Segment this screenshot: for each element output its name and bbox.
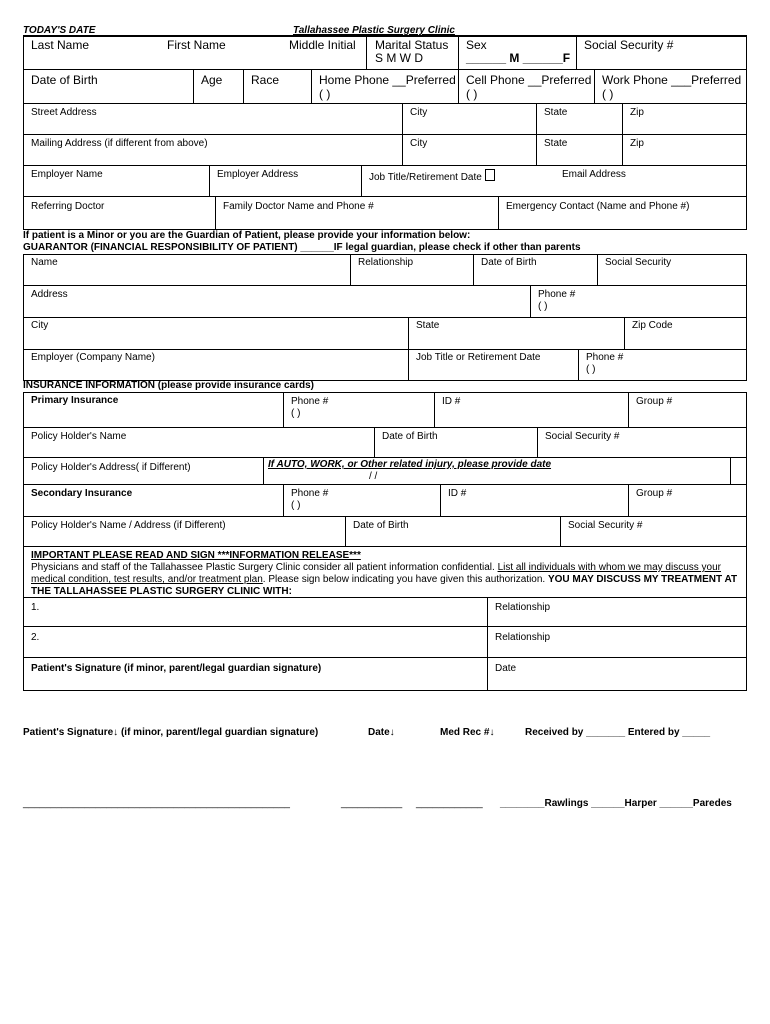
first-name-field[interactable]: First Name [167, 38, 226, 52]
cell-phone-field[interactable]: Cell Phone __Preferred [466, 73, 592, 87]
work-phone-field[interactable]: Work Phone ___Preferred [602, 73, 742, 87]
primary-id-field[interactable]: ID # [442, 396, 461, 407]
street-address-field[interactable]: Street Address [31, 107, 97, 118]
emergency-contact-field[interactable]: Emergency Contact (Name and Phone #) [506, 201, 690, 212]
guarantor-address-row [23, 285, 747, 318]
middle-initial-field[interactable]: Middle Initial [289, 38, 356, 52]
sex-label: Sex [466, 38, 487, 52]
primary-insurance-field[interactable]: Primary Insurance [31, 395, 119, 406]
referring-doctor-field[interactable]: Referring Doctor [31, 201, 105, 212]
guarantor-heading: GUARANTOR (FINANCIAL RESPONSIBILITY OF PATIENT) ______IF legal guardian, please check if other than parents [23, 242, 581, 253]
footer-med-rec-line[interactable]: ____________ [416, 798, 483, 809]
guarantor-address-field[interactable]: Address [31, 289, 68, 300]
policy-holder2-dob-field[interactable]: Date of Birth [353, 520, 409, 531]
policy-holder-ssn-field[interactable]: Social Security # [545, 431, 620, 442]
zip-field[interactable]: Zip [630, 107, 644, 118]
mailing-address-field[interactable]: Mailing Address (if different from above) [31, 138, 208, 149]
footer-date-line[interactable]: ___________ [341, 798, 403, 809]
marital-status-options[interactable]: S M W D [375, 51, 423, 65]
secondary-group-field[interactable]: Group # [636, 488, 673, 499]
guarantor-dob-field[interactable]: Date of Birth [481, 257, 537, 268]
footer-received-entered[interactable]: Received by _______ Entered by _____ [525, 727, 711, 738]
policy-holder-name-field[interactable]: Policy Holder's Name [31, 431, 127, 442]
release-body: Physicians and staff of the Tallahassee Plastic Surgery Clinic consider all patient information confidential. List all individuals with whom we may discuss your medical condition, test results, and/or treatment plan. Please sign below indicating you have given this authorization. YOU MAY DISCUSS MY TREATMENT AT THE TALLAHASSEE PLASTIC SURGERY CLINIC WITH: [31, 562, 738, 597]
primary-phone-field[interactable]: Phone # [291, 396, 329, 407]
guarantor-phone2-field[interactable]: Phone # [586, 352, 624, 363]
footer-providers[interactable]: ________Rawlings ______Harper ______Paredes [500, 798, 732, 809]
dob-field[interactable]: Date of Birth [31, 73, 98, 87]
guarantor-employer-field[interactable]: Employer (Company Name) [31, 352, 155, 363]
guarantor-relationship-field[interactable]: Relationship [358, 257, 414, 268]
footer-signature-label: Patient's Signature↓ (if minor, parent/legal guardian signature) [23, 727, 319, 738]
release-row-1[interactable]: 1. [31, 602, 40, 613]
mailing-zip-field[interactable]: Zip [630, 138, 644, 149]
minor-note: If patient is a Minor or you are the Guardian of Patient, please provide your information below: [23, 230, 471, 241]
last-name-field[interactable]: Last Name [31, 38, 90, 52]
footer-signature-line[interactable]: ________________________________________________ [23, 798, 290, 809]
sex-options[interactable]: ______ M ______F [466, 51, 571, 65]
release-row-1-relationship[interactable]: Relationship [495, 602, 551, 613]
secondary-id-field[interactable]: ID # [448, 488, 467, 499]
secondary-phone-paren: ( ) [291, 500, 301, 511]
release-signature-field[interactable]: Patient's Signature (if minor, parent/legal guardian signature) [31, 663, 322, 674]
secondary-insurance-field[interactable]: Secondary Insurance [31, 488, 133, 499]
mailing-city-field[interactable]: City [410, 138, 428, 149]
guarantor-job-field[interactable]: Job Title or Retirement Date [416, 352, 541, 363]
guarantor-name-field[interactable]: Name [31, 257, 58, 268]
release-heading: IMPORTANT PLEASE READ AND SIGN ***INFORMATION RELEASE*** [31, 550, 361, 561]
injury-note: If AUTO, WORK, or Other related injury, please provide date [268, 459, 552, 470]
todays-date-label: TODAY'S DATE [23, 25, 96, 36]
home-phone-paren: ( ) [319, 87, 331, 101]
ssn-field[interactable]: Social Security # [584, 38, 674, 52]
policy-holder2-field[interactable]: Policy Holder's Name / Address (if Different) [31, 520, 226, 531]
mailing-state-field[interactable]: State [544, 138, 568, 149]
guarantor-phone-field[interactable]: Phone # [538, 289, 576, 300]
footer-date-label: Date↓ [368, 727, 395, 738]
family-doctor-field[interactable]: Family Doctor Name and Phone # [223, 201, 374, 212]
age-field[interactable]: Age [201, 73, 223, 87]
home-phone-field[interactable]: Home Phone __Preferred [319, 73, 456, 87]
retirement-checkbox[interactable] [485, 169, 495, 181]
policy-holder-dob-field[interactable]: Date of Birth [382, 431, 438, 442]
injury-date-field[interactable]: / / [369, 471, 378, 482]
guarantor-phone-paren: ( ) [538, 301, 548, 312]
employer-address-field[interactable]: Employer Address [217, 169, 299, 180]
employer-name-field[interactable]: Employer Name [31, 169, 103, 180]
job-title-field[interactable]: Job Title/Retirement Date [369, 169, 495, 184]
insurance-heading: INSURANCE INFORMATION (please provide insurance cards) [23, 380, 314, 391]
release-row-2-relationship[interactable]: Relationship [495, 632, 551, 643]
state-field[interactable]: State [544, 107, 568, 118]
guarantor-city-field[interactable]: City [31, 320, 49, 331]
release-date-field[interactable]: Date [495, 663, 517, 674]
guarantor-zip-field[interactable]: Zip Code [632, 320, 673, 331]
clinic-name: Tallahassee Plastic Surgery Clinic [293, 25, 455, 36]
email-field[interactable]: Email Address [562, 169, 626, 180]
cell-phone-paren: ( ) [466, 87, 478, 101]
primary-group-field[interactable]: Group # [636, 396, 673, 407]
guarantor-ssn-field[interactable]: Social Security [605, 257, 672, 268]
race-field[interactable]: Race [251, 73, 280, 87]
guarantor-phone2-paren: ( ) [586, 364, 596, 375]
secondary-phone-field[interactable]: Phone # [291, 488, 329, 499]
city-field[interactable]: City [410, 107, 428, 118]
guarantor-state-field[interactable]: State [416, 320, 440, 331]
footer-med-rec-label: Med Rec #↓ [440, 727, 495, 738]
policy-holder2-ssn-field[interactable]: Social Security # [568, 520, 643, 531]
release-row-2[interactable]: 2. [31, 632, 40, 643]
policy-holder-address-field[interactable]: Policy Holder's Address( if Different) [31, 462, 191, 473]
primary-phone-paren: ( ) [291, 408, 301, 419]
marital-status-label: Marital Status [375, 38, 449, 52]
work-phone-paren: ( ) [602, 87, 614, 101]
